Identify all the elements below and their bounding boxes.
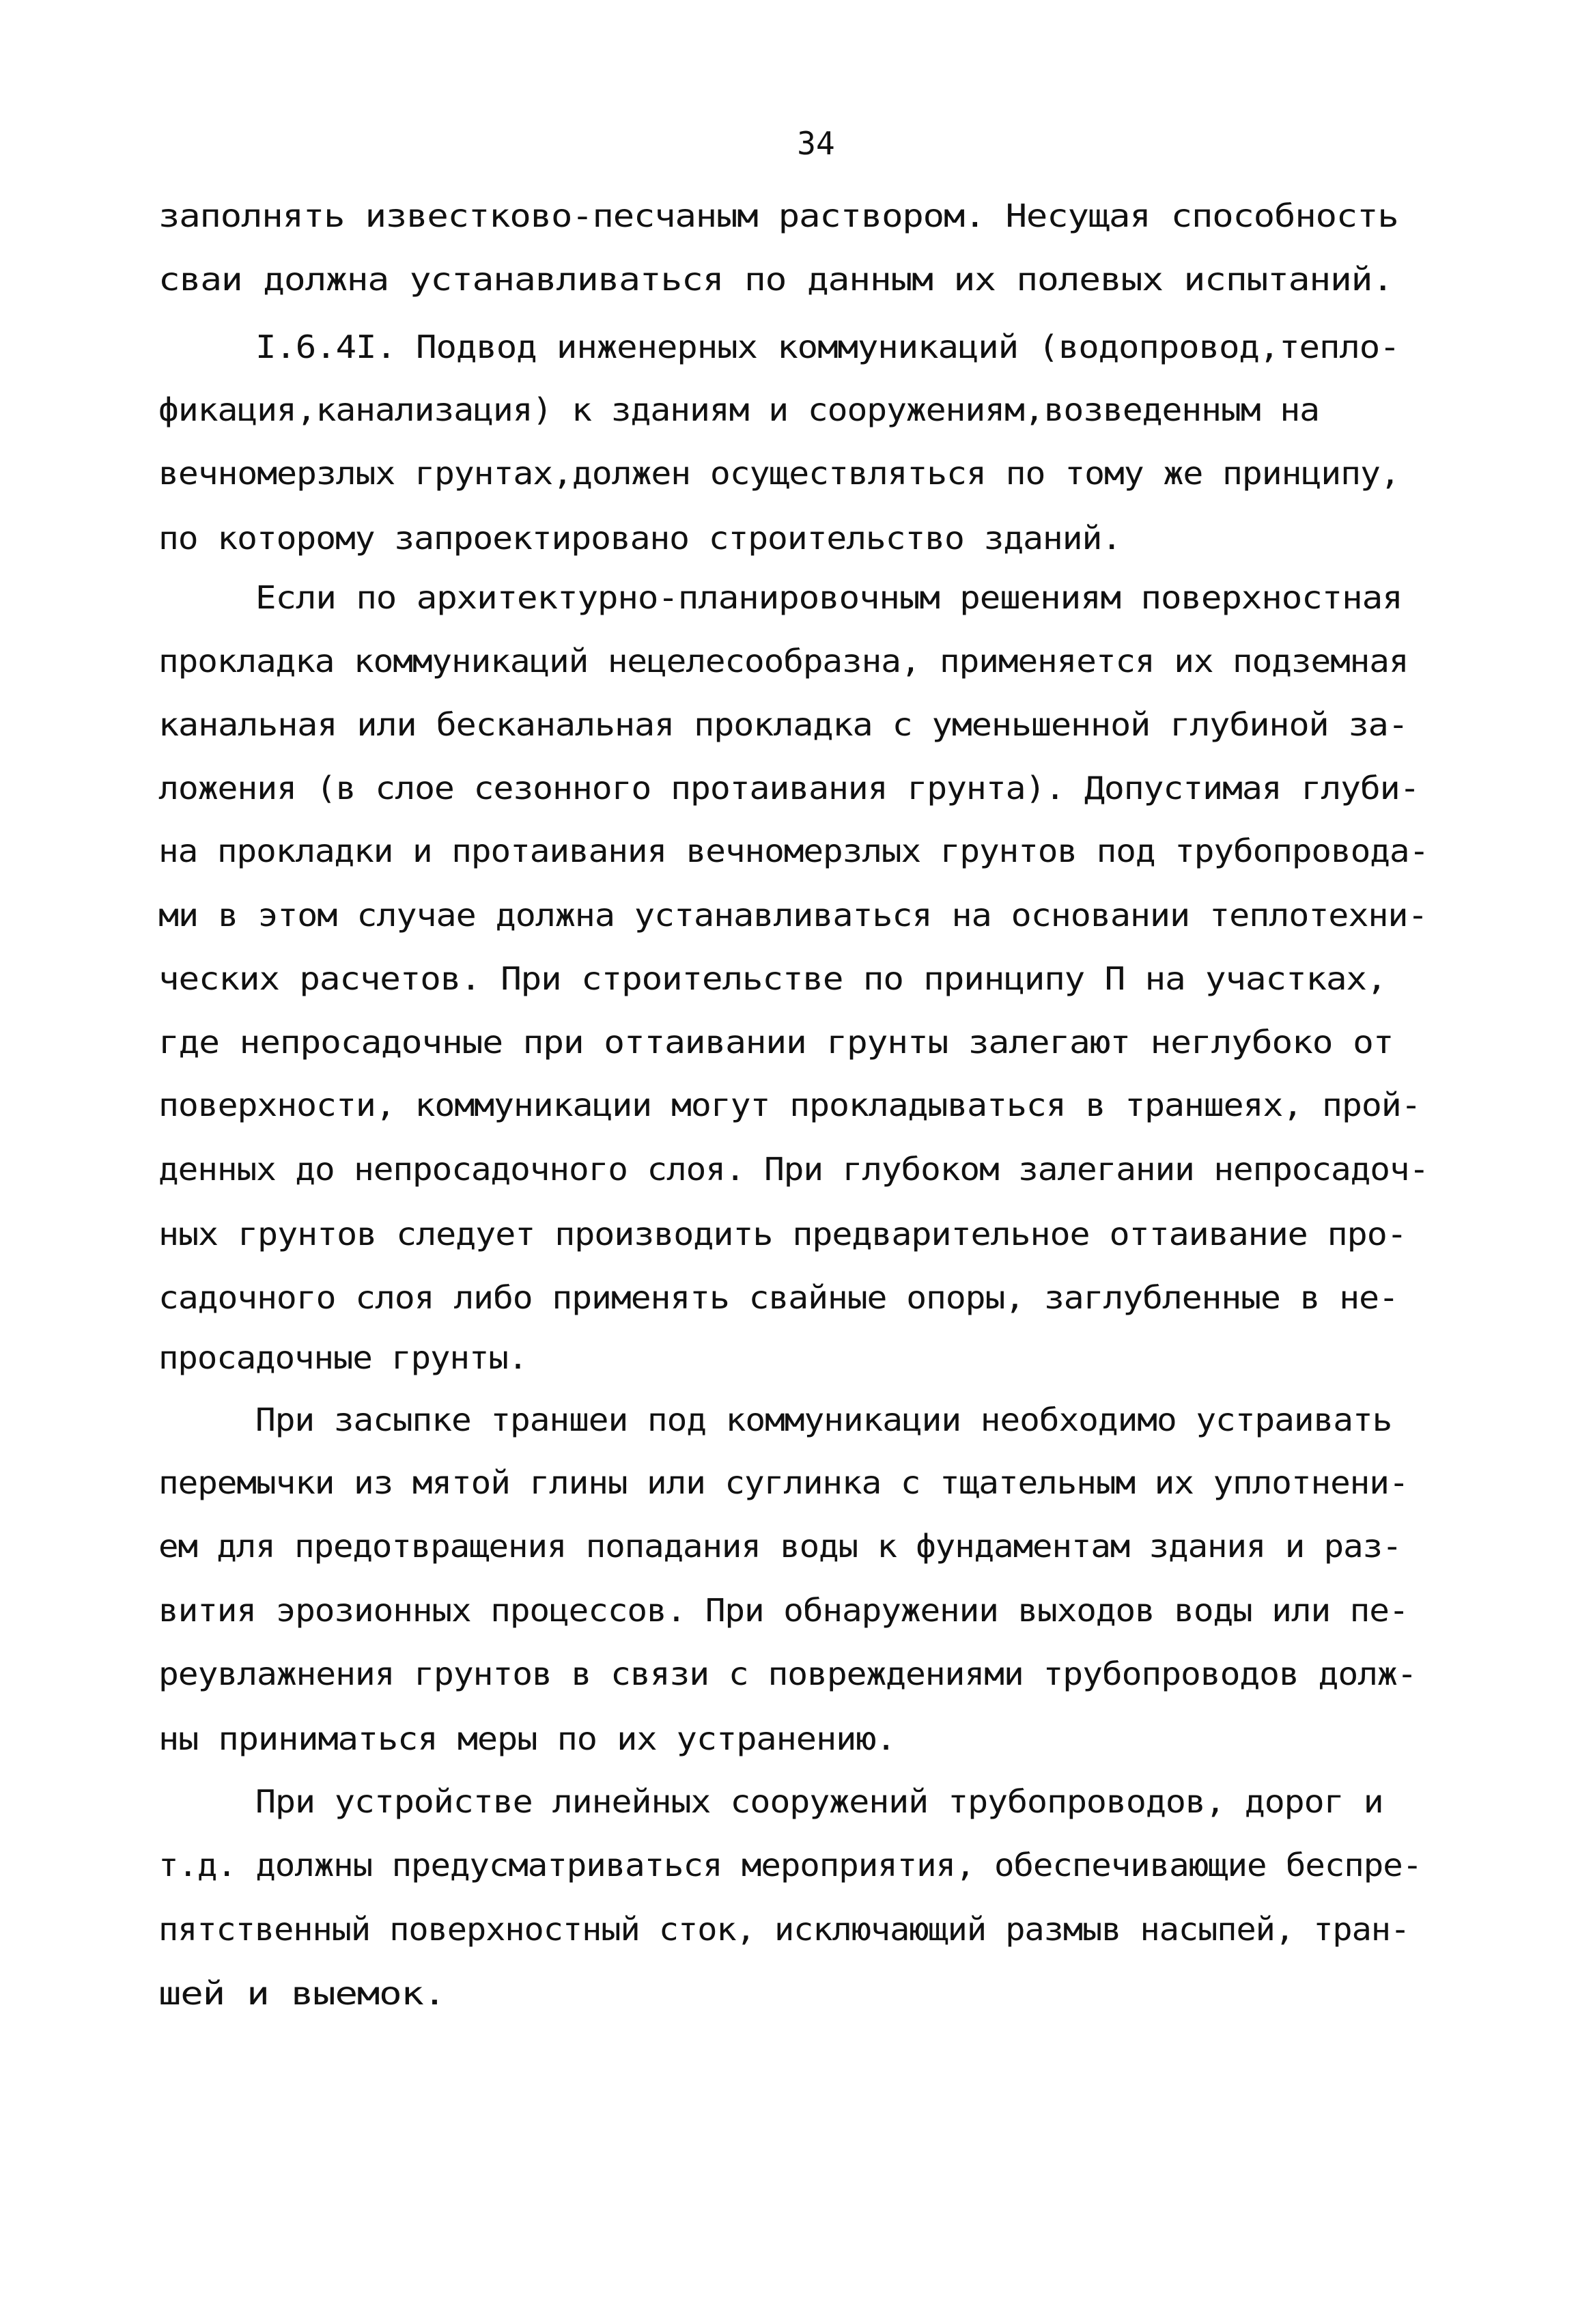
- text-line-13: ческих расчетов. При строительстве по принципу П на участках,: [158, 960, 1387, 997]
- text-line-15: поверхности, коммуникации могут прокладываться в траншеях, прой-: [158, 1087, 1421, 1123]
- page-number: 34: [797, 125, 835, 162]
- text-line-17: ных грунтов следует производить предварительное оттаивание про-: [158, 1216, 1407, 1252]
- text-line-4: фикация,канализация) к зданиям и сооружениям,возведенным на: [158, 391, 1319, 428]
- text-line-24: реувлажнения грунтов в связи с повреждениями трубопроводов долж-: [158, 1655, 1417, 1692]
- text-line-29: шей и выемок.: [158, 1975, 446, 2012]
- text-line-11: на прокладки и протаивания вечномерзлых грунтов под трубопровода-: [158, 832, 1429, 869]
- text-line-12: ми в этом случае должна устанавливаться на основании теплотехни-: [158, 897, 1428, 934]
- text-line-1: заполнять известково-песчаным раствором. Несущая способность: [158, 197, 1398, 234]
- text-line-6: по которому запроектировано строительство зданий.: [158, 520, 1122, 557]
- text-line-22: ем для предотвращения попадания воды к фундаментам здания и раз-: [158, 1528, 1402, 1565]
- text-line-14: где непросадочные при оттаивании грунты залегают неглубоко от: [158, 1024, 1394, 1061]
- text-line-9: канальная или бесканальная прокладка с уменьшенной глубиной за-: [158, 706, 1408, 743]
- text-line-2: сваи должна устанавливаться по данным их полевых испытаний.: [158, 261, 1393, 298]
- text-line-27: т.д. должны предусматриваться мероприятия, обеспечивающие беспре-: [158, 1847, 1422, 1884]
- text-line-28: пятственный поверхностный сток, исключающий размыв насыпей, тран-: [158, 1911, 1410, 1948]
- text-line-16: денных до непросадочного слоя. При глубоком залегании непросадоч-: [158, 1151, 1429, 1188]
- text-line-18: садочного слоя либо применять свайные опоры, заглубленные в не-: [158, 1279, 1398, 1316]
- text-line-3: I.6.4I. Подвод инженерных коммуникаций (водопровод,тепло-: [255, 328, 1400, 365]
- text-line-7: Если по архитектурно-планировочным решениям поверхностная: [255, 579, 1403, 616]
- text-line-21: перемычки из мятой глины или суглинка с тщательным их уплотнени-: [158, 1464, 1409, 1501]
- text-line-5: вечномерзлых грунтах,должен осуществляться по тому же принципу,: [158, 455, 1400, 492]
- text-line-10: ложения (в слое сезонного протаивания грунта). Допустимая глуби-: [158, 770, 1420, 807]
- text-line-25: ны приниматься меры по их устранению.: [158, 1720, 896, 1757]
- text-line-20: При засыпке траншеи под коммуникации необходимо устраивать: [255, 1401, 1392, 1438]
- text-line-19: просадочные грунты.: [158, 1339, 528, 1376]
- text-line-26: При устройстве линейных сооружений трубопроводов, дорог и: [255, 1783, 1383, 1820]
- text-line-8: прокладка коммуникаций нецелесообразна, применяется их подземная: [158, 643, 1409, 680]
- text-line-23: вития эрозионных процессов. При обнаружении выходов воды или пе-: [158, 1592, 1409, 1629]
